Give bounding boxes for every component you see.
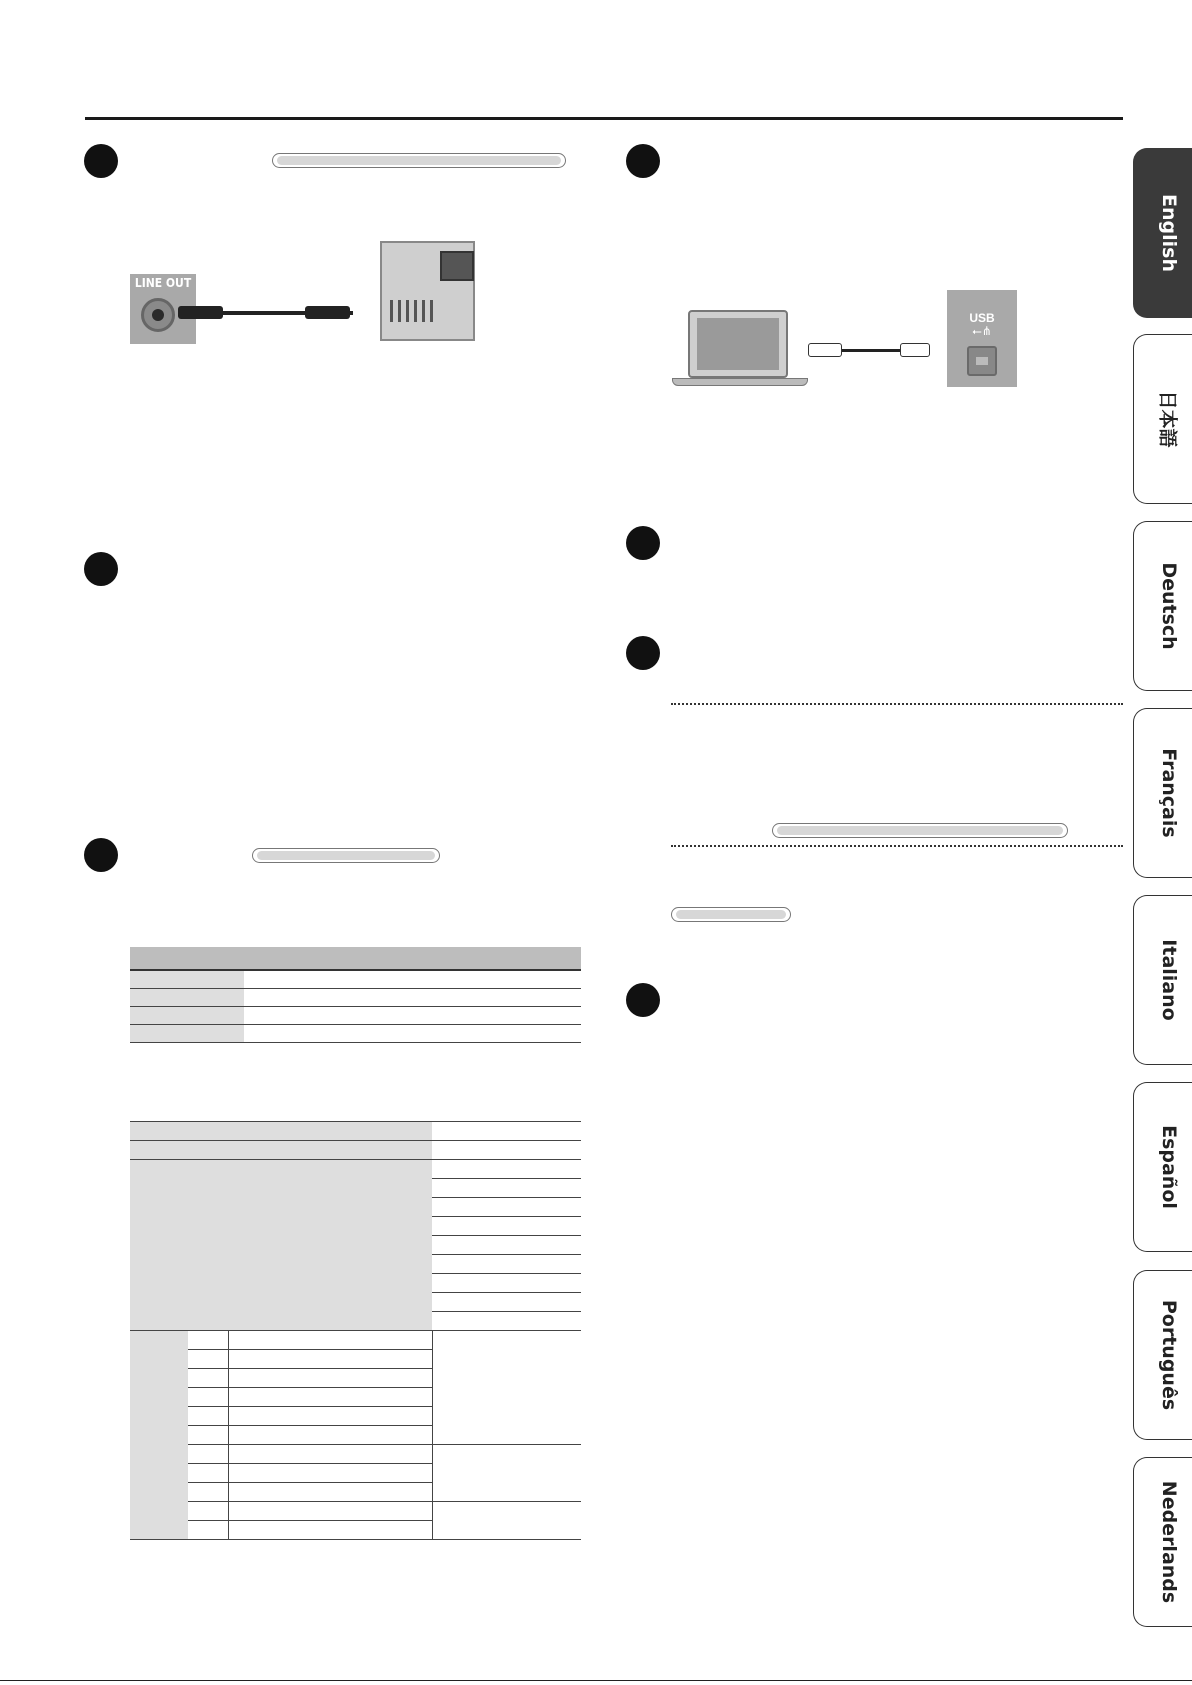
table-cell bbox=[228, 1502, 432, 1521]
usb-icon: ⭠⋔ bbox=[972, 324, 992, 338]
header-rule bbox=[85, 117, 1123, 120]
usb-label: USB bbox=[969, 311, 995, 325]
spec-table bbox=[130, 947, 581, 1043]
laptop-base bbox=[672, 378, 808, 386]
table-cell bbox=[432, 1274, 581, 1293]
table-cell bbox=[432, 1122, 581, 1141]
table-cell bbox=[244, 970, 581, 989]
table-cell bbox=[130, 1331, 188, 1540]
usb-a-plug-icon bbox=[808, 343, 842, 357]
table-cell bbox=[228, 1464, 432, 1483]
table-cell bbox=[228, 1483, 432, 1502]
table-cell bbox=[228, 1445, 432, 1464]
table-cell bbox=[228, 1407, 432, 1426]
table-cell bbox=[244, 1025, 581, 1043]
table-cell bbox=[228, 1388, 432, 1407]
step-marker bbox=[626, 636, 660, 670]
fader-icon bbox=[390, 300, 393, 322]
table-cell bbox=[130, 1122, 432, 1141]
step-marker bbox=[626, 983, 660, 1017]
tab-deutsch[interactable] bbox=[1133, 521, 1192, 691]
usb-b-plug-icon bbox=[900, 343, 930, 357]
table-cell bbox=[432, 1331, 581, 1445]
footer-rule bbox=[0, 1680, 1192, 1681]
table-cell bbox=[432, 1141, 581, 1160]
tab-francais[interactable] bbox=[1133, 708, 1192, 878]
plug-icon bbox=[305, 306, 350, 319]
table-cell bbox=[130, 970, 244, 989]
table-cell bbox=[432, 1293, 581, 1312]
table-cell bbox=[228, 1369, 432, 1388]
step-marker bbox=[626, 526, 660, 560]
table-cell bbox=[228, 1426, 432, 1445]
table-cell bbox=[188, 1407, 228, 1426]
tab-portugues[interactable] bbox=[1133, 1270, 1192, 1440]
table-cell bbox=[228, 1331, 432, 1350]
recorder-screen bbox=[440, 251, 474, 281]
fader-icon bbox=[406, 300, 409, 322]
tab-espanol[interactable] bbox=[1133, 1082, 1192, 1252]
tab-label: Português bbox=[1157, 1299, 1180, 1411]
tab-label: Français bbox=[1157, 748, 1180, 838]
line-out-label: LINE OUT bbox=[134, 276, 192, 290]
table-cell bbox=[188, 1483, 228, 1502]
table-cell bbox=[432, 1160, 581, 1179]
table-cell bbox=[188, 1426, 228, 1445]
table-cell bbox=[188, 1521, 228, 1540]
table-cell bbox=[188, 1388, 228, 1407]
table-cell bbox=[244, 1007, 581, 1025]
table-cell bbox=[188, 1464, 228, 1483]
table-cell bbox=[432, 1502, 581, 1540]
table-header-cell bbox=[244, 947, 581, 970]
table-cell bbox=[130, 1025, 244, 1043]
usb-port-icon bbox=[967, 346, 997, 376]
table-cell bbox=[432, 1217, 581, 1236]
fader-icon bbox=[422, 300, 425, 322]
table-cell bbox=[432, 1236, 581, 1255]
note-divider bbox=[671, 703, 1123, 705]
model-badge bbox=[671, 907, 791, 922]
table-cell bbox=[188, 1502, 228, 1521]
table-cell bbox=[130, 1160, 432, 1331]
model-badge bbox=[772, 823, 1068, 838]
fader-icon bbox=[398, 300, 401, 322]
table-cell bbox=[432, 1255, 581, 1274]
model-badge bbox=[272, 153, 566, 168]
table-cell bbox=[244, 989, 581, 1007]
table-cell bbox=[188, 1369, 228, 1388]
note-divider bbox=[671, 845, 1123, 847]
tab-label: Italiano bbox=[1157, 939, 1180, 1021]
table-cell bbox=[228, 1350, 432, 1369]
tab-label: English bbox=[1157, 194, 1180, 272]
plug-icon bbox=[178, 306, 223, 319]
jack-icon bbox=[141, 298, 175, 332]
laptop-display bbox=[697, 318, 779, 370]
step-marker bbox=[626, 144, 660, 178]
table-cell bbox=[130, 1007, 244, 1025]
table-cell bbox=[130, 1141, 432, 1160]
tab-italiano[interactable] bbox=[1133, 895, 1192, 1065]
tab-english[interactable] bbox=[1133, 148, 1192, 318]
table-cell bbox=[432, 1445, 581, 1502]
table-cell bbox=[188, 1445, 228, 1464]
table-header-cell bbox=[130, 947, 244, 970]
table-cell bbox=[432, 1179, 581, 1198]
step-marker bbox=[84, 144, 118, 178]
tab-label: Deutsch bbox=[1157, 562, 1180, 650]
table-cell bbox=[228, 1521, 432, 1540]
table-cell bbox=[432, 1198, 581, 1217]
assignment-table bbox=[130, 1121, 581, 1540]
table-cell bbox=[188, 1331, 228, 1350]
model-badge bbox=[252, 848, 440, 863]
tab-nederlands[interactable] bbox=[1133, 1457, 1192, 1627]
tab-japanese[interactable] bbox=[1133, 334, 1192, 504]
fader-icon bbox=[414, 300, 417, 322]
table-cell bbox=[130, 989, 244, 1007]
step-marker bbox=[84, 838, 118, 872]
fader-icon bbox=[430, 300, 433, 322]
table-cell bbox=[432, 1312, 581, 1331]
table-cell bbox=[188, 1350, 228, 1369]
tab-label: 日本語 bbox=[1156, 390, 1178, 448]
step-marker bbox=[84, 552, 118, 586]
tab-label: Español bbox=[1157, 1125, 1180, 1209]
tab-label: Nederlands bbox=[1157, 1480, 1180, 1604]
